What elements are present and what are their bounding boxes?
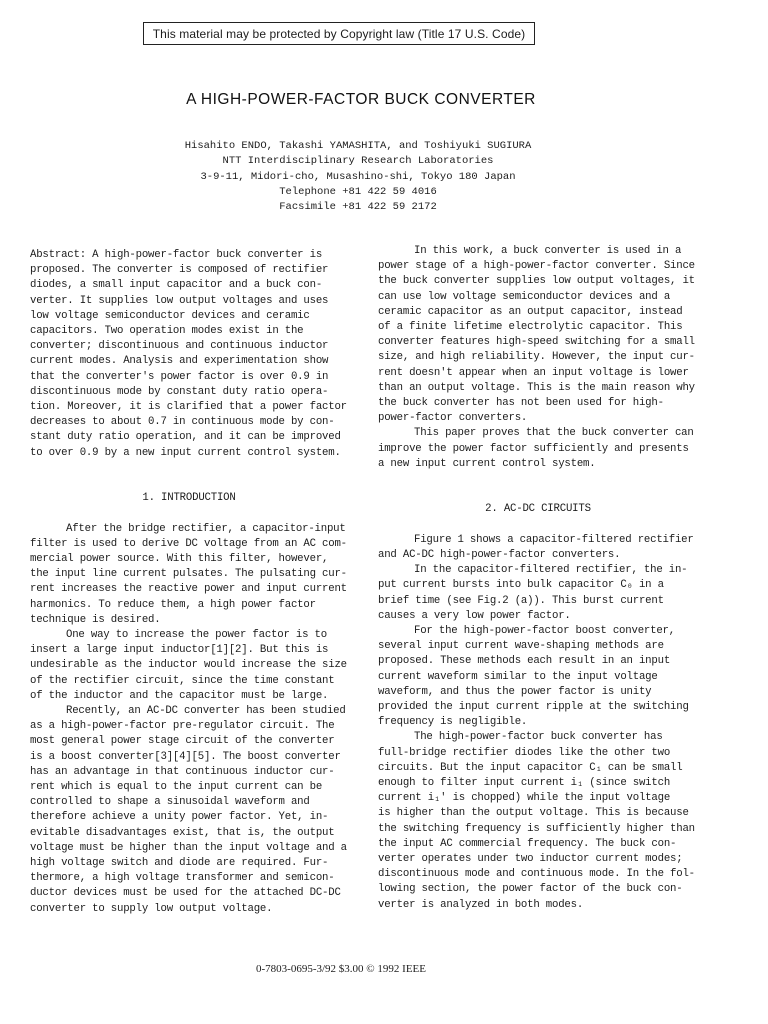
text-line: Abstract: A high-power-factor buck converter is	[30, 249, 323, 261]
text-line: verter. It supplies low output voltages and uses	[30, 294, 329, 307]
text-line: stant duty ratio operation, and it can be improved	[30, 431, 341, 444]
text-line: of the inductor and the capacitor must be large.	[30, 689, 329, 702]
text-line: is a boost converter[3][4][5]. The boost converter	[30, 750, 341, 763]
text-line: lowing section, the power factor of the buck con-	[378, 883, 683, 896]
text-line: high voltage switch and diode are required. Fur-	[30, 857, 329, 870]
text-line: as a high-power-factor pre-regulator circuit. The	[30, 720, 335, 733]
text-line: discontinuous mode by constant duty ratio opera-	[30, 385, 329, 398]
text-line: In the capacitor-filtered rectifier, the in-	[414, 564, 688, 577]
text-line: Figure 1 shows a capacitor-filtered rectifier	[414, 533, 694, 546]
text-line: One way to increase the power factor is to	[66, 629, 327, 642]
author-block	[0, 139, 716, 215]
text-line: the buck converter has not been used for high-	[378, 397, 664, 410]
text-line: controlled to shape a sinusoidal waveform and	[30, 796, 310, 809]
author-telephone: Telephone +81 422 59 4016	[279, 185, 437, 198]
text-line: most general power stage circuit of the converter	[30, 735, 335, 748]
text-line: rent which is equal to the input current can be	[30, 781, 323, 794]
blank-line	[30, 506, 348, 521]
text-line: is higher than the output voltage. This is because	[378, 807, 689, 820]
author-affiliation: NTT Interdisciplinary Research Laboratories	[222, 155, 494, 168]
text-line: ductor devices must be used for the attached DC-DC	[30, 887, 341, 900]
text-line: can use low voltage semiconductor devices and a	[378, 290, 671, 303]
text-line: mercial power source. With this filter, however,	[30, 553, 329, 566]
footer-copyright: 0-7803-0695-3/92 $3.00 © 1992 IEEE	[256, 963, 426, 975]
blank-line	[378, 518, 698, 533]
text-line: power-factor converters.	[378, 412, 528, 425]
text-line: put current bursts into bulk capacitor C₀ in a	[378, 579, 664, 592]
text-line: technique is desired.	[30, 613, 161, 626]
copyright-notice-text: This material may be protected by Copyright law (Title 17 U.S. Code)	[152, 26, 526, 41]
text-line: proposed. These methods each result in an input	[378, 655, 671, 668]
text-line: low voltage semiconductor devices and ceramic	[30, 309, 310, 322]
text-line: diodes, a small input capacitor and a buck con-	[30, 279, 323, 292]
text-line: frequency is negligible.	[378, 716, 528, 729]
text-line: power stage of a high-power-factor converter. Since	[378, 260, 695, 273]
text-line: circuits. But the input capacitor C₁ can be small	[378, 761, 683, 774]
section-heading: 2. AC-DC CIRCUITS	[485, 503, 591, 516]
text-line: a new input current control system.	[378, 457, 596, 470]
text-line: evitable disadvantages exist, that is, the output	[30, 826, 335, 839]
blank-line	[378, 487, 698, 502]
text-line: improve the power factor sufficiently and presents	[378, 442, 689, 455]
author-facsimile: Facsimile +81 422 59 2172	[279, 201, 437, 214]
text-line: waveform, and thus the power factor is unity	[378, 685, 652, 698]
text-line: filter is used to derive DC voltage from an AC com-	[30, 537, 347, 550]
left-column	[30, 248, 348, 917]
text-line: After the bridge rectifier, a capacitor-input	[66, 522, 346, 535]
blank-line	[378, 472, 698, 487]
text-line: the input AC commercial frequency. The buck con-	[378, 837, 677, 850]
text-line: converter features high-speed switching for a small	[378, 336, 695, 349]
paper-title: A HIGH-POWER-FACTOR BUCK CONVERTER	[186, 91, 536, 108]
text-line: of a finite lifetime electrolytic capacitor. This	[378, 321, 683, 334]
text-line: undesirable as the inductor would increase the size	[30, 659, 347, 672]
text-line: verter operates under two inductor current modes;	[378, 853, 683, 866]
text-line: decreases to about 0.7 in continuous mode by con-	[30, 416, 335, 429]
blank-line	[30, 461, 348, 476]
copyright-notice	[143, 22, 535, 45]
text-line: the buck converter supplies low output voltages, it	[378, 275, 695, 288]
text-line: rent increases the reactive power and input current	[30, 583, 347, 596]
text-line: current i₁' is chopped) while the input voltage	[378, 792, 671, 805]
blank-line	[30, 476, 348, 491]
text-line: therefore achieve a unity power factor. Yet, in-	[30, 811, 329, 824]
text-line: insert a large input inductor[1][2]. But this is	[30, 644, 329, 657]
text-line: full-bridge rectifier diodes like the other two	[378, 746, 671, 759]
text-line: In this work, a buck converter is used in a	[414, 245, 682, 257]
text-line: harmonics. To reduce them, a high power factor	[30, 598, 316, 611]
text-line: enough to filter input current i₁ (since switch	[378, 777, 671, 790]
text-line: the input line current pulsates. The pulsating cur-	[30, 568, 347, 581]
text-line: current waveform similar to the input voltage	[378, 670, 658, 683]
text-line: For the high-power-factor boost converter,	[414, 625, 675, 638]
author-address: 3-9-11, Midori-cho, Musashino-shi, Tokyo 180 Japan	[200, 170, 516, 183]
text-line: thermore, a high voltage transformer and semicon-	[30, 872, 335, 885]
text-line: to over 0.9 by a new input current control system.	[30, 446, 341, 459]
text-line: provided the input current ripple at the switching	[378, 701, 689, 714]
text-line: brief time (see Fig.2 (a)). This burst current	[378, 594, 664, 607]
text-line: rent doesn't appear when an input voltage is lower	[378, 366, 689, 379]
text-line: of the rectifier circuit, since the time constant	[30, 674, 335, 687]
text-line: that the converter's power factor is over 0.9 in	[30, 370, 329, 383]
section-heading: 1. INTRODUCTION	[142, 492, 236, 505]
text-line: tion. Moreover, it is clarified that a power factor	[30, 401, 347, 414]
text-line: the switching frequency is sufficiently higher than	[378, 822, 695, 835]
text-line: voltage must be higher than the input voltage and a	[30, 841, 347, 854]
author-names: Hisahito ENDO, Takashi YAMASHITA, and Toshiyuki SUGIURA	[184, 140, 532, 152]
text-line: size, and high reliability. However, the input cur-	[378, 351, 695, 364]
text-line: and AC-DC high-power-factor converters.	[378, 549, 621, 562]
text-line: current modes. Analysis and experimentation show	[30, 355, 329, 368]
text-line: has an advantage in that continuous inductor cur-	[30, 765, 335, 778]
text-line: converter; discontinuous and continuous inductor	[30, 340, 329, 353]
text-line: several input current wave-shaping methods are	[378, 640, 664, 653]
text-line: discontinuous mode and continuous mode. In the fol-	[378, 868, 695, 881]
text-line: verter is analyzed in both modes.	[378, 898, 584, 911]
text-line: capacitors. Two operation modes exist in the	[30, 325, 304, 338]
text-line: ceramic capacitor as an output capacitor, instead	[378, 305, 683, 318]
text-line: This paper proves that the buck converter can	[414, 427, 694, 440]
right-column	[378, 244, 698, 913]
text-line: converter to supply low output voltage.	[30, 902, 273, 915]
text-line: The high-power-factor buck converter has	[414, 731, 663, 744]
text-line: than an output voltage. This is the main reason why	[378, 381, 695, 394]
text-line: proposed. The converter is composed of rectifier	[30, 264, 329, 277]
text-line: Recently, an AC-DC converter has been studied	[66, 705, 346, 718]
text-line: causes a very low power factor.	[378, 609, 571, 622]
